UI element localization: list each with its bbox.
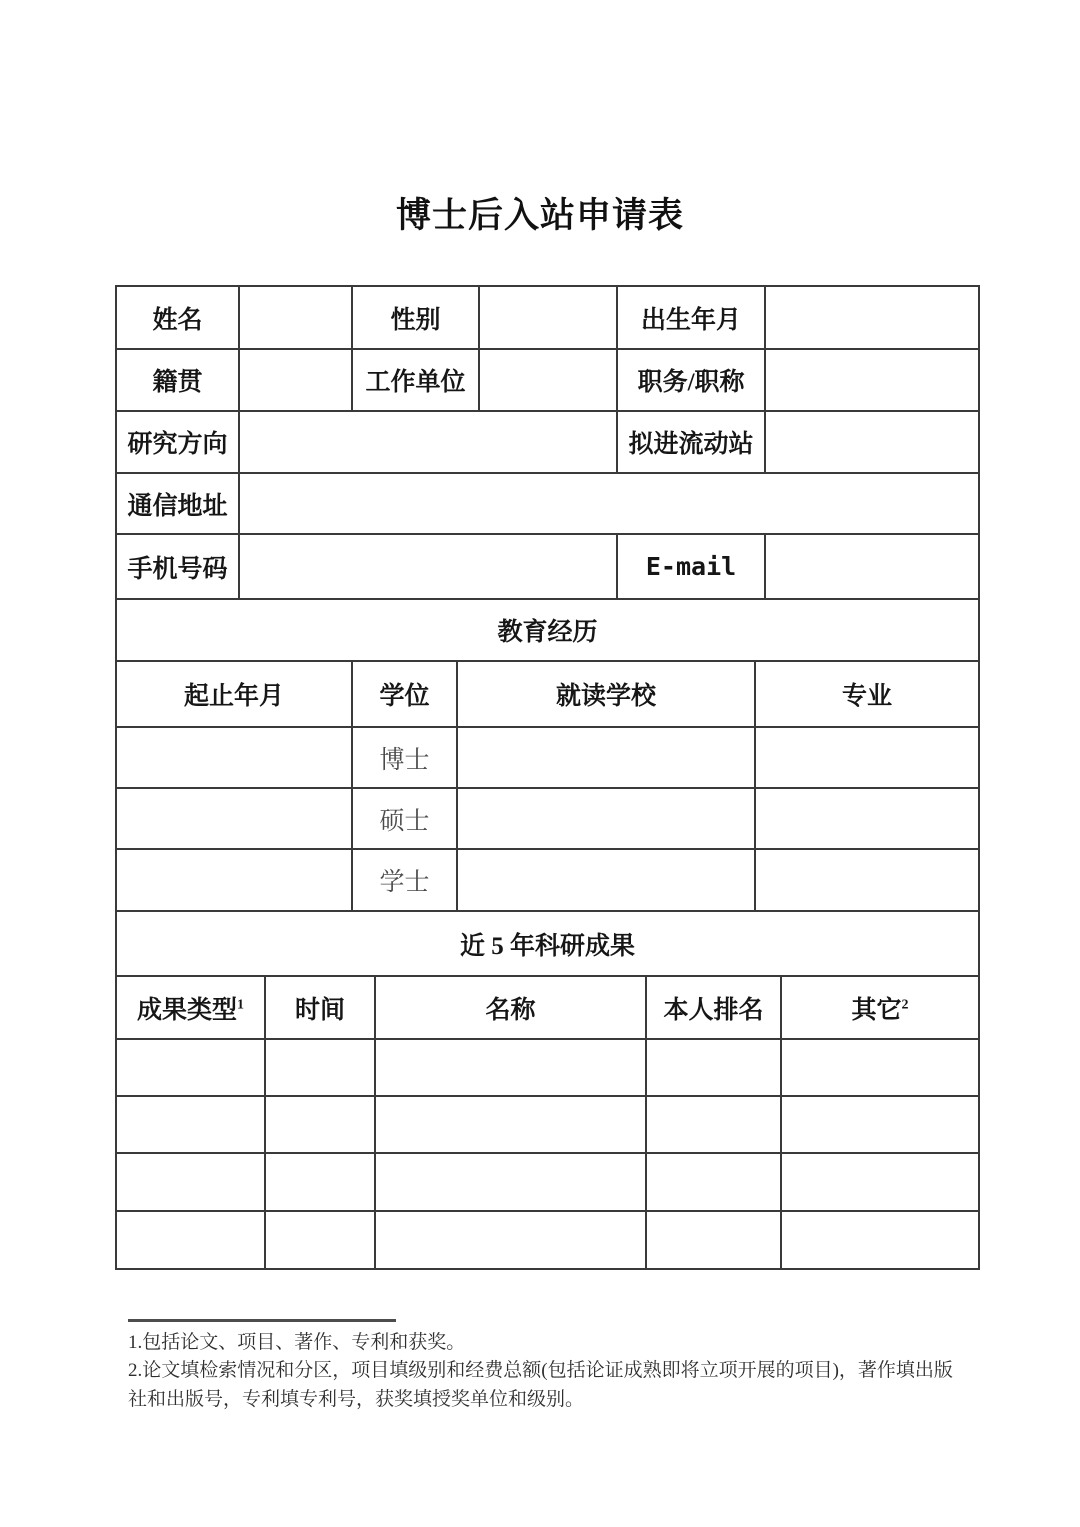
footnote-1-marker: 1 [237, 997, 244, 1013]
research-row2-name-cell[interactable] [375, 1096, 646, 1153]
gender-value-cell[interactable] [479, 286, 617, 349]
research-row1-other-cell[interactable] [781, 1039, 979, 1096]
research-row1-time-cell[interactable] [265, 1039, 375, 1096]
research-col-time-header: 时间 [265, 976, 375, 1039]
table-row [116, 1153, 979, 1211]
table-row [116, 1096, 979, 1153]
table-row [116, 286, 979, 349]
research-row1-type-cell[interactable] [116, 1039, 265, 1096]
birth-date-value-cell[interactable] [765, 286, 979, 349]
edu-bachelor-degree-label: 学士 [352, 849, 457, 911]
research-row3-other-cell[interactable] [781, 1153, 979, 1211]
edu-bachelor-major-cell[interactable] [755, 849, 979, 911]
research-row3-time-cell[interactable] [265, 1153, 375, 1211]
edu-bachelor-school-cell[interactable] [457, 849, 755, 911]
application-form-table [115, 285, 980, 1270]
research-row2-other-cell[interactable] [781, 1096, 979, 1153]
research-row3-rank-cell[interactable] [646, 1153, 781, 1211]
page-title: 博士后入站申请表 [395, 196, 684, 235]
research-row2-type-cell[interactable] [116, 1096, 265, 1153]
research-row4-other-cell[interactable] [781, 1211, 979, 1269]
research-row3-name-cell[interactable] [375, 1153, 646, 1211]
edu-doctor-period-cell[interactable] [116, 727, 352, 788]
research-col-name-header: 名称 [375, 976, 646, 1039]
edu-master-degree-label: 硕士 [352, 788, 457, 849]
native-place-label: 籍贯 [116, 349, 239, 411]
research-row1-rank-cell[interactable] [646, 1039, 781, 1096]
footnote-separator-line [128, 1319, 396, 1322]
edu-bachelor-period-cell[interactable] [116, 849, 352, 911]
table-row [116, 599, 979, 661]
table-row [116, 1211, 979, 1269]
table-row [116, 788, 979, 849]
education-section-title: 教育经历 [116, 599, 979, 661]
email-label: E-mail [617, 534, 765, 599]
footnote-1: 1.包括论文、项目、著作、专利和获奖。 [128, 1332, 466, 1353]
native-place-value-cell[interactable] [239, 349, 352, 411]
table-row [116, 349, 979, 411]
birth-date-label: 出生年月 [617, 286, 765, 349]
research-col-other-header [781, 976, 979, 1039]
research-row4-rank-cell[interactable] [646, 1211, 781, 1269]
edu-master-period-cell[interactable] [116, 788, 352, 849]
table-row [116, 911, 979, 976]
research-section-title: 近 5 年科研成果 [116, 911, 979, 976]
edu-master-school-cell[interactable] [457, 788, 755, 849]
edu-doctor-school-cell[interactable] [457, 727, 755, 788]
edu-doctor-major-cell[interactable] [755, 727, 979, 788]
table-row [116, 473, 979, 534]
position-title-value-cell[interactable] [765, 349, 979, 411]
research-direction-value-cell[interactable] [239, 411, 617, 473]
mobile-number-label: 手机号码 [116, 534, 239, 599]
table-row [116, 661, 979, 727]
footnote-2: 2.论文填检索情况和分区，项目填级别和经费总额(包括论证成熟即将立项开展的项目)，著作填出版社和出版号，专利填专利号，获奖填授奖单位和级别。 [128, 1360, 953, 1410]
position-title-label: 职务/职称 [617, 349, 765, 411]
research-row4-type-cell[interactable] [116, 1211, 265, 1269]
research-row4-name-cell[interactable] [375, 1211, 646, 1269]
research-col-other-text: 其它 [851, 996, 902, 1024]
footnote-2-marker: 2 [901, 997, 909, 1013]
table-row [116, 976, 979, 1039]
research-row3-type-cell[interactable] [116, 1153, 265, 1211]
edu-master-major-cell[interactable] [755, 788, 979, 849]
table-row [116, 727, 979, 788]
research-direction-label: 研究方向 [116, 411, 239, 473]
name-label: 姓名 [116, 286, 239, 349]
table-row [116, 534, 979, 599]
table-row [116, 411, 979, 473]
work-unit-label: 工作单位 [352, 349, 479, 411]
address-value-cell[interactable] [239, 473, 979, 534]
station-label: 拟进流动站 [617, 411, 765, 473]
address-label: 通信地址 [116, 473, 239, 534]
research-col-rank-header: 本人排名 [646, 976, 781, 1039]
mobile-number-value-cell[interactable] [239, 534, 617, 599]
edu-col-major-header: 专业 [755, 661, 979, 727]
table-row [116, 1039, 979, 1096]
edu-doctor-degree-label: 博士 [352, 727, 457, 788]
edu-col-period-header: 起止年月 [116, 661, 352, 727]
name-value-cell[interactable] [239, 286, 352, 349]
research-col-type-header [116, 976, 265, 1039]
work-unit-value-cell[interactable] [479, 349, 617, 411]
research-col-type-text: 成果类型 [136, 996, 237, 1024]
research-row2-time-cell[interactable] [265, 1096, 375, 1153]
gender-label: 性别 [352, 286, 479, 349]
edu-col-degree-header: 学位 [352, 661, 457, 727]
research-row1-name-cell[interactable] [375, 1039, 646, 1096]
station-value-cell[interactable] [765, 411, 979, 473]
edu-col-school-header: 就读学校 [457, 661, 755, 727]
email-value-cell[interactable] [765, 534, 979, 599]
research-row4-time-cell[interactable] [265, 1211, 375, 1269]
research-row2-rank-cell[interactable] [646, 1096, 781, 1153]
table-row [116, 849, 979, 911]
